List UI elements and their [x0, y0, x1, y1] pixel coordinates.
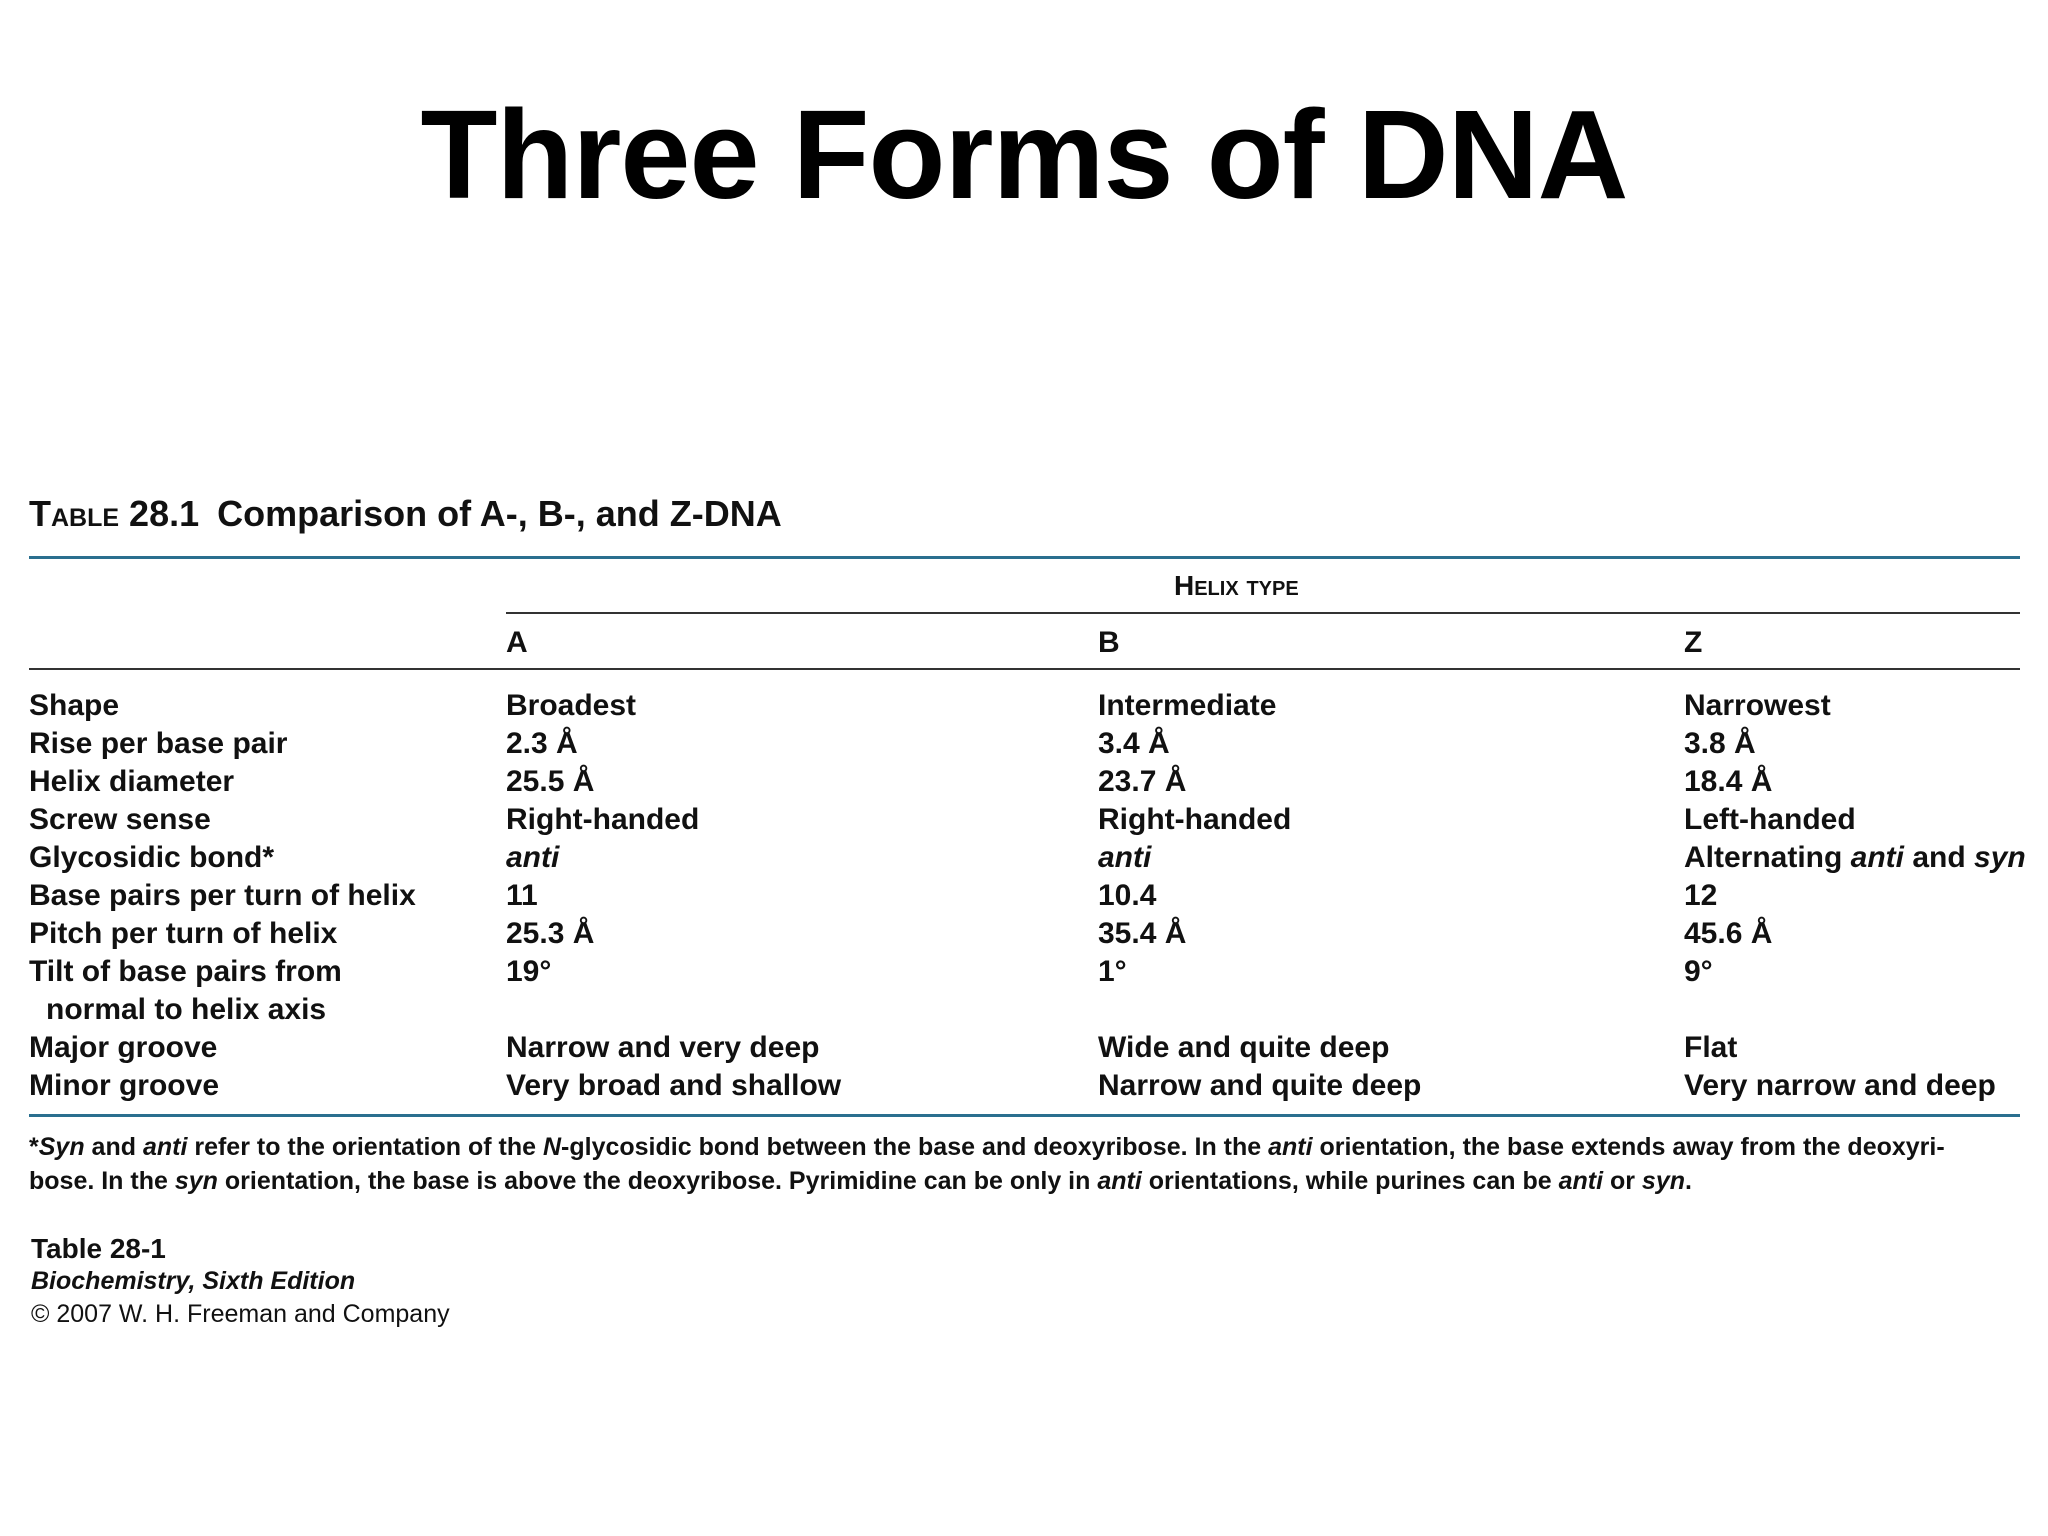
row-label-major-groove: Major groove	[29, 1031, 218, 1064]
cell-z-glycosidic: Alternating anti and syn	[1684, 841, 2026, 874]
cell-a-screw: Right-handed	[506, 803, 700, 836]
cell-b-pitch: 35.4 Å	[1098, 917, 1187, 950]
row-label-minor-groove: Minor groove	[29, 1069, 220, 1102]
credit-copyright: © 2007 W. H. Freeman and Company	[31, 1300, 450, 1328]
cell-z-minor-groove: Very narrow and deep	[1684, 1069, 1996, 1102]
cell-b-minor-groove: Narrow and quite deep	[1098, 1069, 1422, 1102]
cell-z-shape: Narrowest	[1684, 689, 1831, 722]
table-caption-label: Table 28.1	[29, 493, 200, 534]
footnote-line-2: bose. In the syn orientation, the base is above the deoxyribose. Pyrimidine can be only in anti orientations, while purines can be anti or syn.	[29, 1167, 1692, 1195]
row-label-tilt-cont: normal to helix axis	[46, 993, 327, 1026]
table-caption	[29, 493, 782, 534]
cell-b-bp-per-turn: 10.4	[1098, 879, 1157, 912]
row-label-shape: Shape	[29, 689, 120, 722]
header-rule	[29, 668, 2020, 670]
credit-table-id: Table 28-1	[31, 1233, 166, 1264]
cell-b-rise: 3.4 Å	[1098, 727, 1170, 760]
cell-b-shape: Intermediate	[1098, 689, 1277, 722]
table-footnote	[29, 1130, 2019, 1198]
cell-b-major-groove: Wide and quite deep	[1098, 1031, 1390, 1064]
cell-z-bp-per-turn: 12	[1684, 879, 1718, 912]
row-label-pitch: Pitch per turn of helix	[29, 917, 338, 950]
cell-z-major-groove: Flat	[1684, 1031, 1738, 1064]
top-rule	[29, 556, 2020, 559]
cell-a-major-groove: Narrow and very deep	[506, 1031, 820, 1064]
column-header-a: A	[506, 626, 528, 659]
cell-a-rise: 2.3 Å	[506, 727, 578, 760]
cell-z-pitch: 45.6 Å	[1684, 917, 1773, 950]
cell-b-diameter: 23.7 Å	[1098, 765, 1187, 798]
column-header-z: Z	[1684, 626, 1703, 659]
bottom-rule	[29, 1114, 2020, 1117]
cell-a-tilt: 19°	[506, 955, 552, 988]
cell-z-rise: 3.8 Å	[1684, 727, 1756, 760]
row-label-rise: Rise per base pair	[29, 727, 288, 760]
cell-a-shape: Broadest	[506, 689, 637, 722]
cell-b-tilt: 1°	[1098, 955, 1127, 988]
helix-type-header: Helix type	[1174, 570, 1299, 601]
slide-title: Three Forms of DNA	[420, 84, 1628, 225]
row-label-diameter: Helix diameter	[29, 765, 235, 798]
cell-a-minor-groove: Very broad and shallow	[506, 1069, 842, 1102]
table-caption-text: Comparison of A-, B-, and Z-DNA	[217, 493, 782, 534]
row-label-bp-per-turn: Base pairs per turn of helix	[29, 879, 416, 912]
cell-z-tilt: 9°	[1684, 955, 1713, 988]
cell-a-pitch: 25.3 Å	[506, 917, 595, 950]
column-header-b: B	[1098, 626, 1120, 659]
footnote-line-1: *Syn and anti refer to the orientation of the N-glycosidic bond between the base and deoxyribose. In the anti orientation, the base extends away from the deoxyri-	[29, 1133, 1945, 1161]
cell-a-glycosidic: anti	[506, 841, 560, 874]
cell-a-bp-per-turn: 11	[506, 879, 538, 912]
cell-z-screw: Left-handed	[1684, 803, 1856, 836]
helix-type-rule	[506, 612, 2020, 614]
row-label-glycosidic: Glycosidic bond*	[29, 841, 275, 874]
cell-z-diameter: 18.4 Å	[1684, 765, 1773, 798]
cell-b-screw: Right-handed	[1098, 803, 1292, 836]
credit-book: Biochemistry, Sixth Edition	[31, 1267, 356, 1295]
cell-b-glycosidic: anti	[1098, 841, 1152, 874]
row-label-tilt: Tilt of base pairs from	[29, 955, 342, 988]
row-label-screw: Screw sense	[29, 803, 211, 836]
source-credit	[31, 1232, 450, 1331]
cell-a-diameter: 25.5 Å	[506, 765, 595, 798]
